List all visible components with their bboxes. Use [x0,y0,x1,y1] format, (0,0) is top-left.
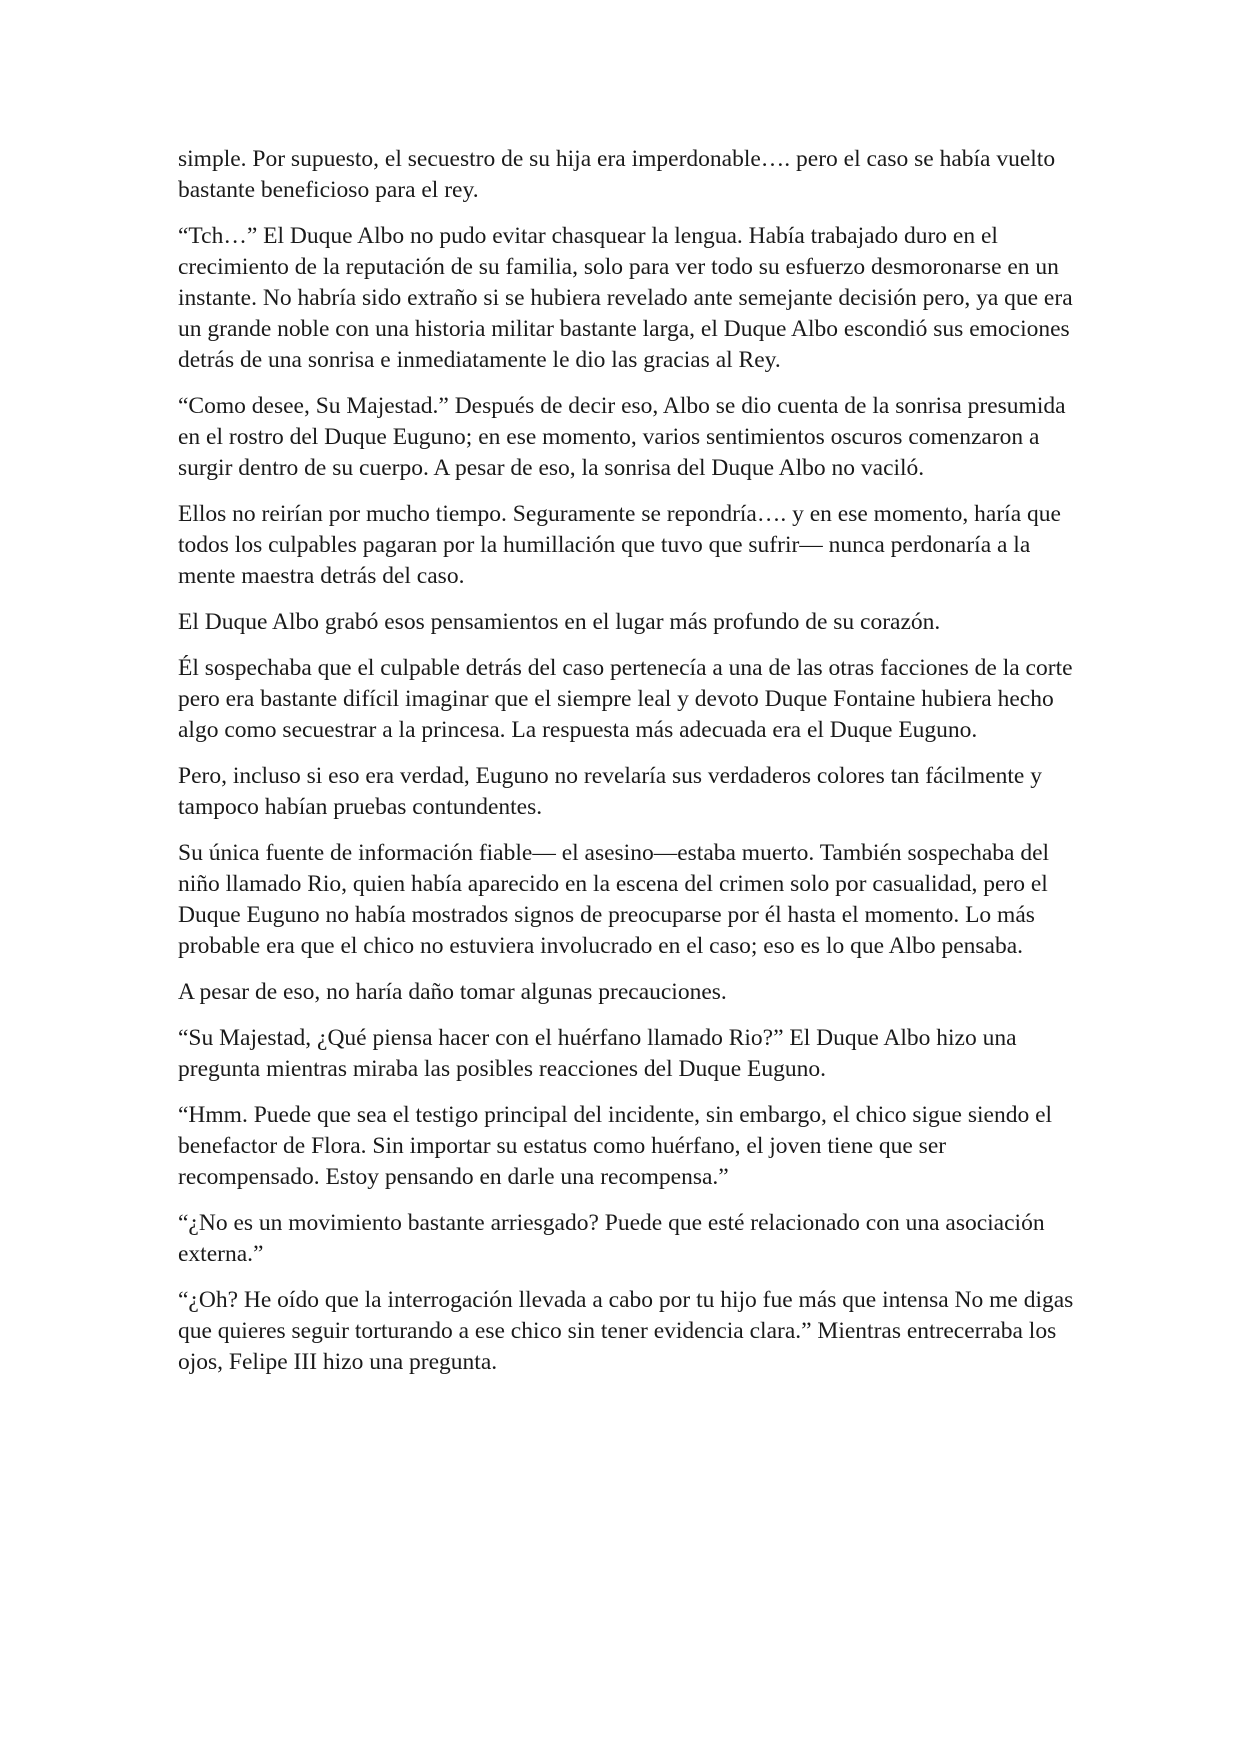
paragraph: Pero, incluso si eso era verdad, Euguno no revelaría sus verdaderos colores tan fácilmente y tampoco habían pruebas contundentes. [178,763,1042,820]
paragraph: Su única fuente de información fiable— el asesino—estaba muerto. También sospechaba del niño llamado Rio, quien había aparecido en la escena del crimen solo por casualidad, pero el Duque Euguno no había mostrados signos de preocuparse por él hasta el momento. Lo más probable era que el chico no estuviera involucrado en el caso; eso es lo que Albo pensaba. [178,840,1050,959]
paragraph: Él sospechaba que el culpable detrás del caso pertenecía a una de las otras facciones de la corte pero era bastante difícil imaginar que el siempre leal y devoto Duque Fontaine hubiera hecho algo como secuestrar a la princesa. La respuesta más adecuada era el Duque Euguno. [178,655,1073,743]
paragraph: “Tch…” El Duque Albo no pudo evitar chasquear la lengua. Había trabajado duro en el crecimiento de la reputación de su familia, solo para ver todo su esfuerzo desmoronarse en un instante. No habría sido extraño si se hubiera revelado ante semejante decisión pero, ya que era un grande noble con una historia militar bastante larga, el Duque Albo escondió sus emociones detrás de una sonrisa e inmediatamente le dio las gracias al Rey. [178,223,1073,373]
paragraph: A pesar de eso, no haría daño tomar algunas precauciones. [178,979,727,1005]
paragraph: Ellos no reirían por mucho tiempo. Seguramente se repondría…. y en ese momento, haría que todos los culpables pagaran por la humillación que tuvo que sufrir— nunca perdonaría a la mente maestra detrás del caso. [178,501,1061,589]
paragraph: “Como desee, Su Majestad.” Después de decir eso, Albo se dio cuenta de la sonrisa presumida en el rostro del Duque Euguno; en ese momento, varios sentimientos oscuros comenzaron a surgir dentro de su cuerpo. A pesar de eso, la sonrisa del Duque Albo no vaciló. [178,393,1066,481]
paragraph: “Su Majestad, ¿Qué piensa hacer con el huérfano llamado Rio?” El Duque Albo hizo una pregunta mientras miraba las posibles reacciones del Duque Euguno. [178,1025,1017,1082]
paragraph: “¿Oh? He oído que la interrogación llevada a cabo por tu hijo fue más que intensa No me digas que quieres seguir torturando a ese chico sin tener evidencia clara.” Mientras entrecerraba los ojos, Felipe III hizo una pregunta. [178,1287,1074,1375]
document-page [178,144,1078,1393]
paragraph: “¿No es un movimiento bastante arriesgado? Puede que esté relacionado con una asociación externa.” [178,1210,1045,1267]
paragraph: El Duque Albo grabó esos pensamientos en el lugar más profundo de su corazón. [178,609,941,635]
paragraph: “Hmm. Puede que sea el testigo principal del incidente, sin embargo, el chico sigue siendo el benefactor de Flora. Sin importar su estatus como huérfano, el joven tiene que ser recompensado. Estoy pensando en darle una recompensa.” [178,1102,1053,1190]
paragraph: simple. Por supuesto, el secuestro de su hija era imperdonable…. pero el caso se había vuelto bastante beneficioso para el rey. [178,146,1056,203]
